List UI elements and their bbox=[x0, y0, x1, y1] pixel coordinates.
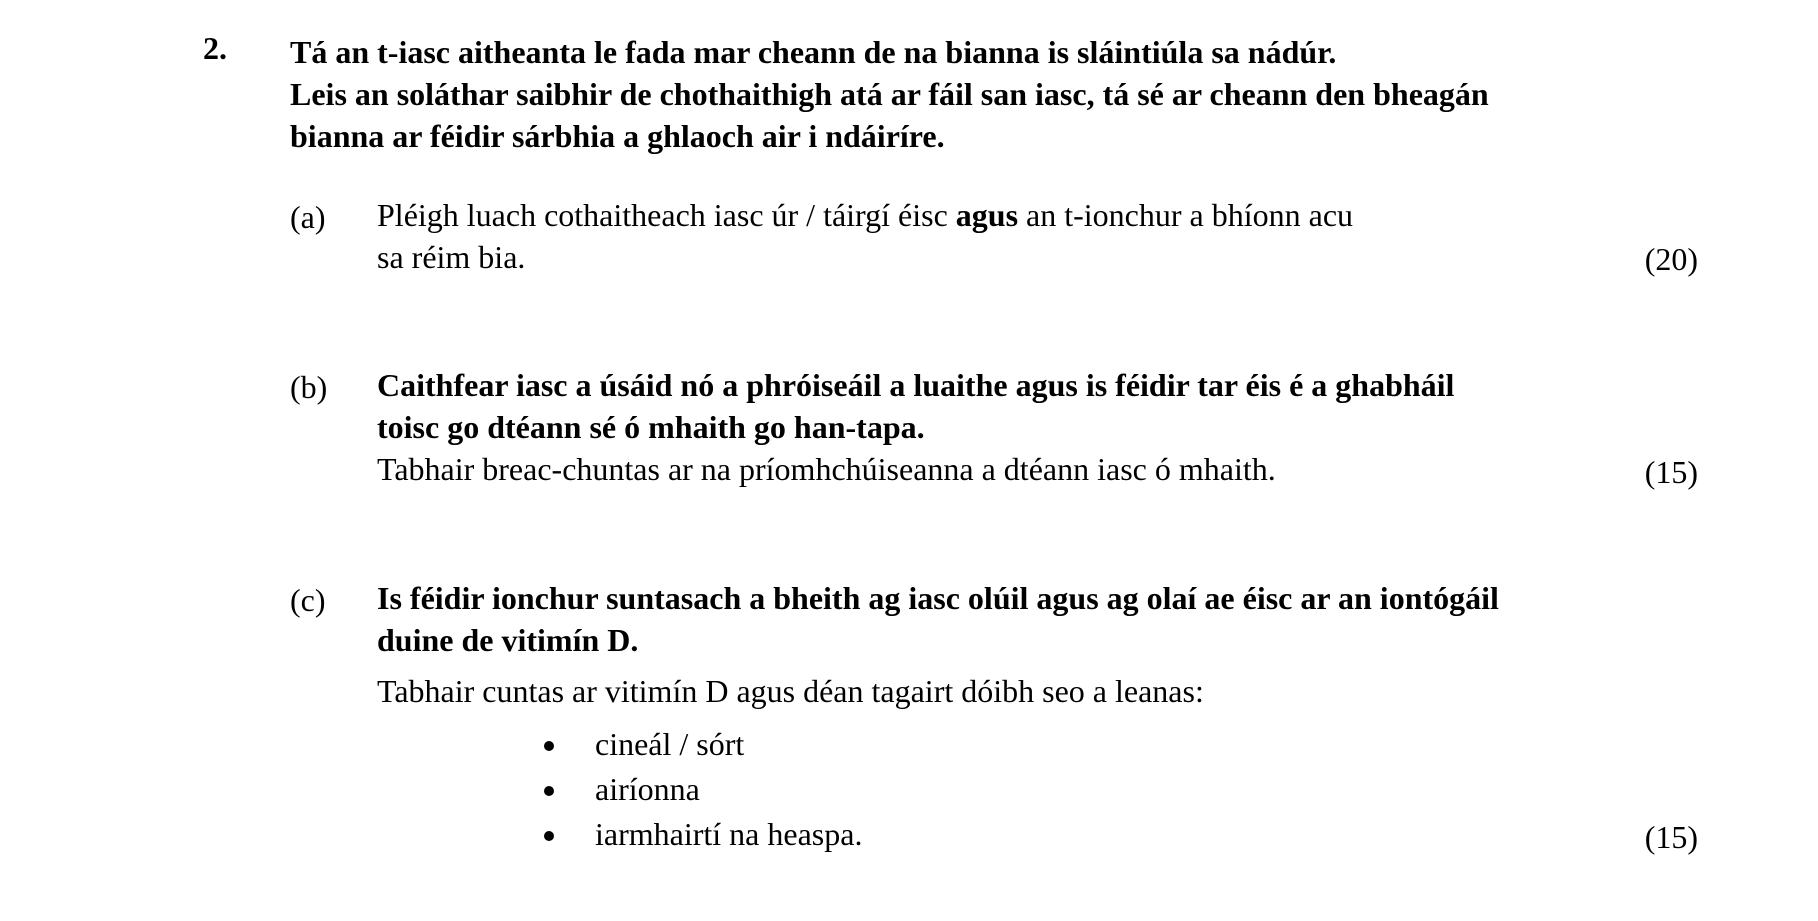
part-a-label: (a) bbox=[290, 199, 326, 235]
list-item bbox=[540, 722, 862, 767]
part-a-line-1-post: an t-ionchur a bhíonn acu bbox=[1018, 197, 1354, 233]
bullet-text: airíonna bbox=[595, 771, 700, 807]
part-b-bold-line-2: toisc go dtéann sé ó mhaith go han-tapa. bbox=[377, 409, 925, 445]
part-a-line-1 bbox=[377, 194, 1353, 236]
part-c-marks: (15) bbox=[1644, 819, 1698, 855]
part-c-instruction: Tabhair cuntas ar vitimín D agus déan tagairt dóibh seo a leanas: bbox=[377, 673, 1204, 709]
part-a-line-1-bold: agus bbox=[955, 197, 1019, 233]
part-c-label: (c) bbox=[290, 582, 326, 618]
part-b-bold-line-1: Caithfear iasc a úsáid nó a phróiseáil a luaithe agus is féidir tar éis é a ghabháil bbox=[377, 367, 1455, 403]
part-b-label: (b) bbox=[290, 369, 328, 405]
stem-line-2: Leis an soláthar saibhir de chothaithigh atá ar fáil san iasc, tá sé ar cheann den bheagán bbox=[290, 76, 1489, 112]
bullet-text: cineál / sórt bbox=[595, 726, 745, 762]
question-number: 2. bbox=[203, 30, 227, 66]
bullet-icon bbox=[544, 741, 554, 751]
bullet-icon bbox=[544, 831, 554, 841]
part-c-bold-line-1: Is féidir ionchur suntasach a bheith ag iasc olúil agus ag olaí ae éisc ar an iontógáil bbox=[377, 580, 1499, 616]
part-b-text bbox=[377, 364, 1454, 490]
part-b-marks: (15) bbox=[1644, 454, 1698, 490]
part-a-marks: (20) bbox=[1644, 241, 1698, 277]
bullet-text: iarmhairtí na heaspa. bbox=[595, 816, 863, 852]
stem-line-3: bianna ar féidir sárbhia a ghlaoch air i ndáiríre. bbox=[290, 118, 945, 154]
part-a-text bbox=[377, 194, 1353, 278]
stem-line-1: Tá an t-iasc aitheanta le fada mar cheann de na bianna is sláintiúla sa nádúr. bbox=[290, 34, 1337, 70]
part-a-line-2: sa réim bia. bbox=[377, 239, 526, 275]
list-item bbox=[540, 812, 862, 857]
part-c-bullet-list bbox=[540, 722, 862, 857]
part-c-text bbox=[377, 577, 1499, 661]
question-stem bbox=[290, 31, 1489, 157]
part-b-instruction: Tabhair breac-chuntas ar na príomhchúiseanna a dtéann iasc ó mhaith. bbox=[377, 451, 1276, 487]
part-c-bold-line-2: duine de vitimín D. bbox=[377, 622, 639, 658]
bullet-icon bbox=[544, 786, 554, 796]
part-a-line-1-pre: Pléigh luach cothaitheach iasc úr / táirgí éisc bbox=[377, 197, 956, 233]
list-item bbox=[540, 767, 862, 812]
